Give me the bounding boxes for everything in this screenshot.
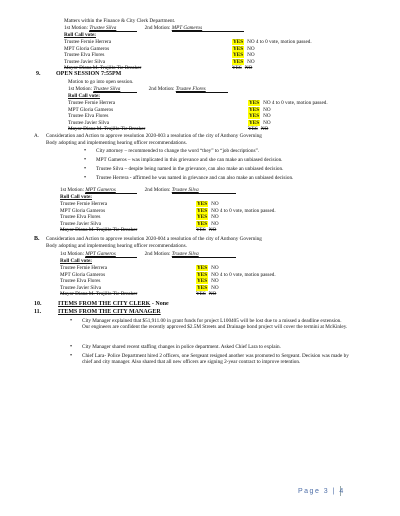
vote-note: NO — [247, 45, 255, 52]
top-motions — [64, 25, 244, 32]
first-motion-label: 1st Motion: — [68, 86, 93, 92]
section-number: 11. — [34, 309, 42, 315]
roll-call-vote — [196, 201, 219, 207]
second-motion-value: Trustee Silva — [172, 251, 236, 258]
second-motion-label: 2nd Motion: — [148, 86, 175, 92]
section-title: ITEMS FROM THE CITY MANAGER — [58, 309, 161, 315]
yes-vote: YES — [197, 278, 208, 284]
section9-line: Motion to go into open session. — [68, 79, 134, 85]
vote-note: NO — [211, 265, 219, 271]
roll-call-member: Trustee Javier Silva — [60, 284, 102, 291]
roll-call-vote — [196, 291, 216, 297]
yes-vote: YES — [233, 39, 244, 45]
roll-call-vote — [232, 46, 255, 52]
second-motion-value: Trustee Silva — [172, 187, 236, 194]
section-title: OPEN SESSION 7:55PM — [56, 71, 122, 77]
section-title: ITEMS FROM THE CITY CLERK — [58, 301, 151, 307]
section-suffix: - None — [150, 301, 169, 307]
vote-note: NO — [211, 214, 219, 220]
bullet-text: Chief Lara- Police Department hired 2 officers, one Sergeant resigned another was promoted to Sergeant. Decision was made by chief and city manager. Also shared that all new officers are signing 2-year contract to improve retention. — [82, 353, 349, 366]
roll-call-vote — [196, 265, 219, 271]
roll-call-member: Trustee Fernie Herrera — [60, 265, 108, 271]
second-motion-label: 2nd Motion: — [144, 187, 171, 193]
yes-vote: YES — [249, 113, 260, 119]
roll-call-member: Trustee Fernie Herrera — [68, 100, 116, 106]
vote-note: NO — [211, 220, 219, 227]
first-motion-value: MPT Gameros — [85, 251, 137, 258]
bullet-text: City attorney – recommended to change the word “they” to “job descriptions”. — [96, 148, 260, 154]
yes-vote: YES — [197, 207, 208, 214]
vote-note: NO — [247, 52, 255, 58]
section-heading — [58, 301, 169, 308]
roll-call-label: Roll Call vote: — [60, 258, 92, 264]
vote-note: NO — [247, 58, 255, 65]
bullet-icon: • — [84, 165, 87, 172]
roll-call-vote — [232, 59, 255, 65]
vote-note: NO 4 to 0 vote, motion passed. — [263, 100, 328, 106]
yes-vote: YES — [197, 265, 208, 271]
bullet-text: City Manager explained that $51,911.00 in grant funds for project L100405 will be lost due to a missed a deadline extension. Our engineers are confident the recently approved $2.5M Streets and Drainage bond project will cover the termini at McKinley. — [82, 318, 348, 331]
yes-vote: YES — [196, 291, 206, 297]
yes-vote: YES — [249, 119, 260, 126]
section-number: 10. — [34, 301, 42, 307]
roll-call-member: Trustee Fernie Herrera — [64, 39, 112, 45]
yes-vote: YES — [233, 52, 244, 58]
roll-call-vote — [196, 208, 276, 214]
vote-note: NO 4 to 0 vote, motion passed. — [211, 271, 276, 278]
top-line: Matters within the Finance & City Clerk Department. — [64, 18, 176, 24]
yes-vote: YES — [249, 106, 260, 113]
vote-note: NO — [211, 284, 219, 291]
roll-call-vote — [248, 120, 271, 126]
roll-call-vote — [196, 221, 219, 227]
first-motion-label: 1st Motion: — [64, 25, 89, 31]
bullet-icon: • — [70, 317, 73, 324]
first-motion-label: 1st Motion: — [60, 251, 85, 257]
roll-call-vote — [196, 278, 219, 284]
roll-call-member: Trustee Elva Flores — [68, 113, 109, 119]
roll-call-member: Mayor Diana M. Trujillo Tie Breaker — [60, 227, 138, 233]
item-text-line2: Body adopting and implementing hearing officer recommendations. — [46, 140, 187, 146]
item-text-line1: Consideration and Action to approve resolution 2020-004 a resolution of the city of Anthony Governing — [46, 236, 262, 242]
section9-motions — [68, 86, 228, 93]
bullet-icon: • — [84, 174, 87, 181]
roll-call-member: MPT Gloria Gameros — [60, 207, 106, 214]
second-motion-value: MPT Gameros — [172, 25, 244, 32]
vote-note: NO — [263, 113, 271, 119]
roll-call-member: MPT Gloria Gameros — [60, 271, 106, 278]
roll-call-member: Trustee Javier Silva — [60, 220, 102, 227]
first-motion-label: 1st Motion: — [60, 187, 85, 193]
roll-call-member: MPT Gloria Gameros — [64, 45, 110, 52]
bullet-icon: • — [70, 343, 73, 350]
roll-call-member: Trustee Elva Flores — [60, 214, 101, 220]
roll-call-label: Roll Call vote: — [64, 32, 96, 38]
bullet-icon: • — [84, 156, 87, 163]
vote-note: NO — [211, 201, 219, 207]
yes-vote: YES — [196, 227, 206, 233]
roll-call-vote — [196, 227, 216, 233]
roll-call-vote — [232, 52, 255, 58]
vote-note: NO — [263, 119, 271, 126]
first-motion-value: Trustee Silva — [89, 25, 137, 32]
roll-call-label: Roll Call vote: — [68, 93, 100, 99]
roll-call-member: Trustee Javier Silva — [64, 58, 106, 65]
vote-note: NO — [244, 65, 253, 71]
roll-call-vote — [248, 107, 271, 113]
bullet-icon: • — [84, 147, 87, 154]
bullet-text: City Manager shared recent staffing changes in police department. Asked Chief Lara to explain. — [82, 344, 281, 350]
first-motion-value: MPT Gameros — [85, 187, 137, 194]
bullet-icon: • — [70, 352, 73, 359]
item-letter: A. — [34, 133, 40, 139]
yes-vote: YES — [197, 201, 208, 207]
roll-call-vote — [248, 100, 328, 106]
roll-call-member: Mayor Diana M. Trujillo Tie Breaker — [68, 126, 146, 132]
roll-call-member: MPT Gloria Gameros — [68, 106, 114, 113]
roll-call-member: Mayor Diana M. Trujillo Tie Breaker — [64, 65, 142, 71]
yes-vote: YES — [197, 284, 208, 291]
roll-call-vote — [196, 272, 276, 278]
vote-note: NO — [208, 291, 217, 297]
roll-call-label: Roll Call vote: — [60, 194, 92, 200]
bullet-text: MPT Gameros – was implicated in this grievance and she can make an unbiased decision. — [96, 157, 283, 163]
vote-note: NO 4 to 0 vote, motion passed. — [211, 207, 276, 214]
yes-vote: YES — [197, 271, 208, 278]
bullet-text: Trustee Herrera - affirmed he was named in grievance and can also make an unbiased decision. — [96, 175, 294, 181]
page-number: Page 3 | 4 — [298, 488, 345, 495]
roll-call-vote — [232, 65, 252, 71]
yes-vote: YES — [249, 100, 260, 106]
yes-vote: YES — [197, 220, 208, 227]
vote-note: NO — [260, 126, 269, 132]
yes-vote: YES — [233, 58, 244, 65]
vote-note: NO — [211, 278, 219, 284]
roll-call-vote — [196, 214, 219, 220]
item-letter: B. — [34, 236, 40, 242]
roll-call-vote — [248, 113, 271, 119]
vote-note: NO 4 to 0 vote, motion passed. — [247, 39, 312, 45]
second-motion-value: Trustee Flores — [176, 86, 228, 93]
first-motion-value: Trustee Silva — [93, 86, 137, 93]
bullet-text: Trustee Silva – despite being named in the grievance, can also make an unbiased decision. — [96, 166, 284, 172]
roll-call-vote — [248, 126, 268, 132]
roll-call-vote — [196, 285, 219, 291]
roll-call-member: Trustee Elva Flores — [64, 52, 105, 58]
itemB-motions — [60, 251, 236, 258]
item-text-line2: Body adopting and implementing hearing officer recommendations. — [46, 243, 187, 249]
vote-note: NO — [208, 227, 217, 233]
yes-vote: YES — [232, 65, 242, 71]
section-number: 9. — [36, 71, 41, 77]
roll-call-member: Trustee Fernie Herrera — [60, 201, 108, 207]
vote-note: NO — [263, 106, 271, 113]
item-text-line1: Consideration and Action to approve resolution 2020-003 a resolution of the city of Anthony Governing — [46, 133, 262, 139]
roll-call-member: Trustee Javier Silva — [68, 119, 110, 126]
roll-call-member: Mayor Diana M. Trujillo Tie Breaker — [60, 291, 138, 297]
itemA-motions — [60, 187, 236, 194]
yes-vote: YES — [248, 126, 258, 132]
second-motion-label: 2nd Motion: — [144, 251, 171, 257]
second-motion-label: 2nd Motion: — [144, 25, 171, 31]
yes-vote: YES — [197, 214, 208, 220]
roll-call-vote — [232, 39, 312, 45]
yes-vote: YES — [233, 45, 244, 52]
roll-call-member: Trustee Elva Flores — [60, 278, 101, 284]
